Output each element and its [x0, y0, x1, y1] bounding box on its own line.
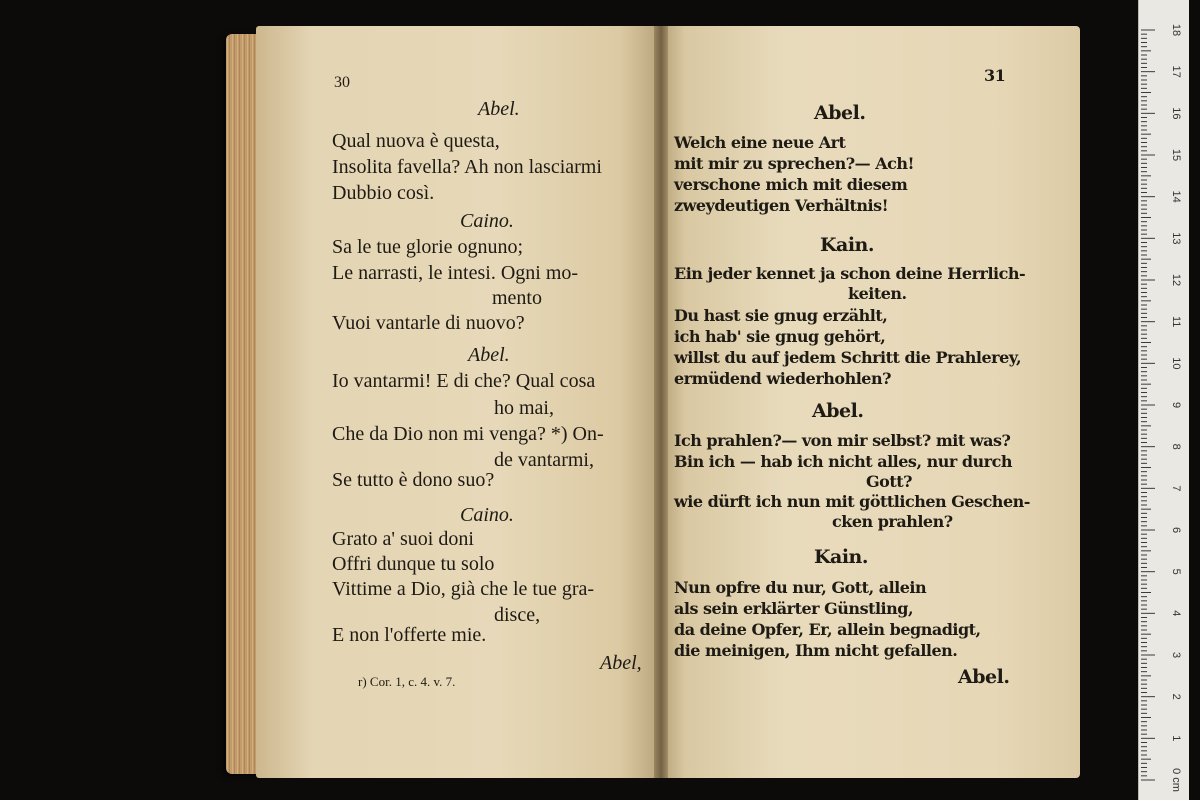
- verse-line: Le narrasti, le intesi. Ogni mo-: [332, 262, 579, 284]
- measuring-ruler: [1138, 0, 1189, 800]
- verse-continuation: disce,: [494, 604, 541, 626]
- verse-line: Vuoi vantarle di nuovo?: [332, 312, 525, 334]
- verse-line: E non l'offerte mie.: [332, 624, 487, 646]
- verse-line: die meinigen, Ihm nicht gefallen.: [674, 641, 958, 660]
- verse-line: Nun opfre du nur, Gott, allein: [674, 578, 927, 597]
- verse-continuation: Gott?: [866, 472, 912, 491]
- right-page: [660, 26, 1080, 778]
- verse-line: Che da Dio non mi venga? *) On-: [332, 423, 604, 445]
- ruler-label: 0 cm: [1170, 768, 1182, 792]
- verse-continuation: cken prahlen?: [832, 512, 953, 531]
- speaker-abel: Abel.: [812, 400, 864, 422]
- verse-line: Welch eine neue Art: [674, 133, 846, 152]
- ruler-label: 3: [1170, 651, 1182, 659]
- ruler-label: 9: [1170, 401, 1182, 409]
- ruler-label: 1: [1170, 735, 1182, 742]
- ruler-label: 7: [1170, 485, 1182, 492]
- ruler-label: 6: [1170, 526, 1182, 534]
- verse-line: Bin ich — hab ich nicht alles, nur durch: [674, 452, 1012, 471]
- verse-line: Se tutto è dono suo?: [332, 469, 495, 491]
- speaker-kain: Kain.: [814, 546, 868, 568]
- ruler-label: 14: [1170, 190, 1182, 203]
- ruler-label: 18: [1170, 23, 1182, 37]
- page-number: 30: [334, 74, 350, 91]
- verse-line: mit mir zu sprechen?— Ach!: [674, 154, 915, 173]
- ruler-label: 11: [1170, 315, 1182, 328]
- verse-line: da deine Opfer, Er, allein begnadigt,: [674, 620, 981, 639]
- speaker-kain: Kain.: [820, 234, 874, 256]
- ruler-label: 12: [1170, 273, 1182, 287]
- ruler-label: 5: [1170, 568, 1182, 575]
- verse-line: Ein jeder kennet ja schon deine Herrlich-: [674, 264, 1026, 283]
- ruler-label: 15: [1170, 148, 1182, 162]
- verse-line: Offri dunque tu solo: [332, 553, 495, 575]
- speaker-caino: Caino.: [460, 210, 514, 232]
- verse-line: wie dürft ich nun mit göttlichen Geschen-: [674, 492, 1030, 511]
- page-number: 31: [984, 66, 1006, 85]
- verse-line: als sein erklärter Günstling,: [674, 599, 914, 618]
- verse-line: Qual nuova è questa,: [332, 130, 500, 152]
- ruler-label: 13: [1170, 232, 1182, 245]
- verse-line: Sa le tue glorie ognuno;: [332, 236, 524, 258]
- verse-line: Ich prahlen?— von mir selbst? mit was?: [674, 431, 1011, 450]
- verse-line: Du hast sie gnug erzählt,: [674, 306, 888, 325]
- verse-continuation: mento: [492, 287, 542, 309]
- verse-line: Vittime a Dio, già che le tue gra-: [332, 578, 595, 600]
- verse-continuation: keiten.: [848, 284, 907, 303]
- ruler-label: 17: [1170, 65, 1182, 78]
- ruler-label: 2: [1170, 693, 1182, 700]
- ruler-label: 10: [1170, 357, 1182, 370]
- open-book: [222, 26, 1082, 778]
- ruler-label: 8: [1170, 443, 1182, 450]
- verse-line: verschone mich mit diesem: [674, 175, 908, 194]
- verse-line: Insolita favella? Ah non lasciarmi: [332, 156, 602, 178]
- verse-line: Grato a' suoi doni: [332, 528, 474, 550]
- speaker-abel: Abel.: [814, 102, 866, 124]
- verse-continuation: de vantarmi,: [494, 449, 594, 471]
- verse-line: zweydeutigen Verhältnis!: [674, 196, 889, 215]
- verse-line: willst du auf jedem Schritt die Prahlerey,: [674, 348, 1022, 367]
- verse-line: Dubbio così.: [332, 182, 435, 204]
- verse-line: ich hab' sie gnug gehört,: [674, 327, 886, 346]
- speaker-abel: Abel.: [478, 98, 520, 120]
- verse-line: Io vantarmi! E di che? Qual cosa: [332, 370, 596, 392]
- footnote: r) Cor. 1, c. 4. v. 7.: [358, 674, 456, 689]
- verse-continuation: ho mai,: [494, 397, 554, 419]
- catchword: Abel.: [958, 666, 1010, 688]
- book-gutter: [654, 26, 668, 778]
- speaker-caino: Caino.: [460, 504, 514, 526]
- ruler-label: 16: [1170, 107, 1182, 120]
- ruler-label: 4: [1170, 610, 1182, 617]
- catchword: Abel,: [600, 652, 642, 674]
- left-page: [256, 26, 660, 778]
- verse-line: ermüdend wiederhohlen?: [674, 369, 891, 388]
- ruler-ticks: [1139, 0, 1189, 800]
- speaker-abel: Abel.: [468, 344, 510, 366]
